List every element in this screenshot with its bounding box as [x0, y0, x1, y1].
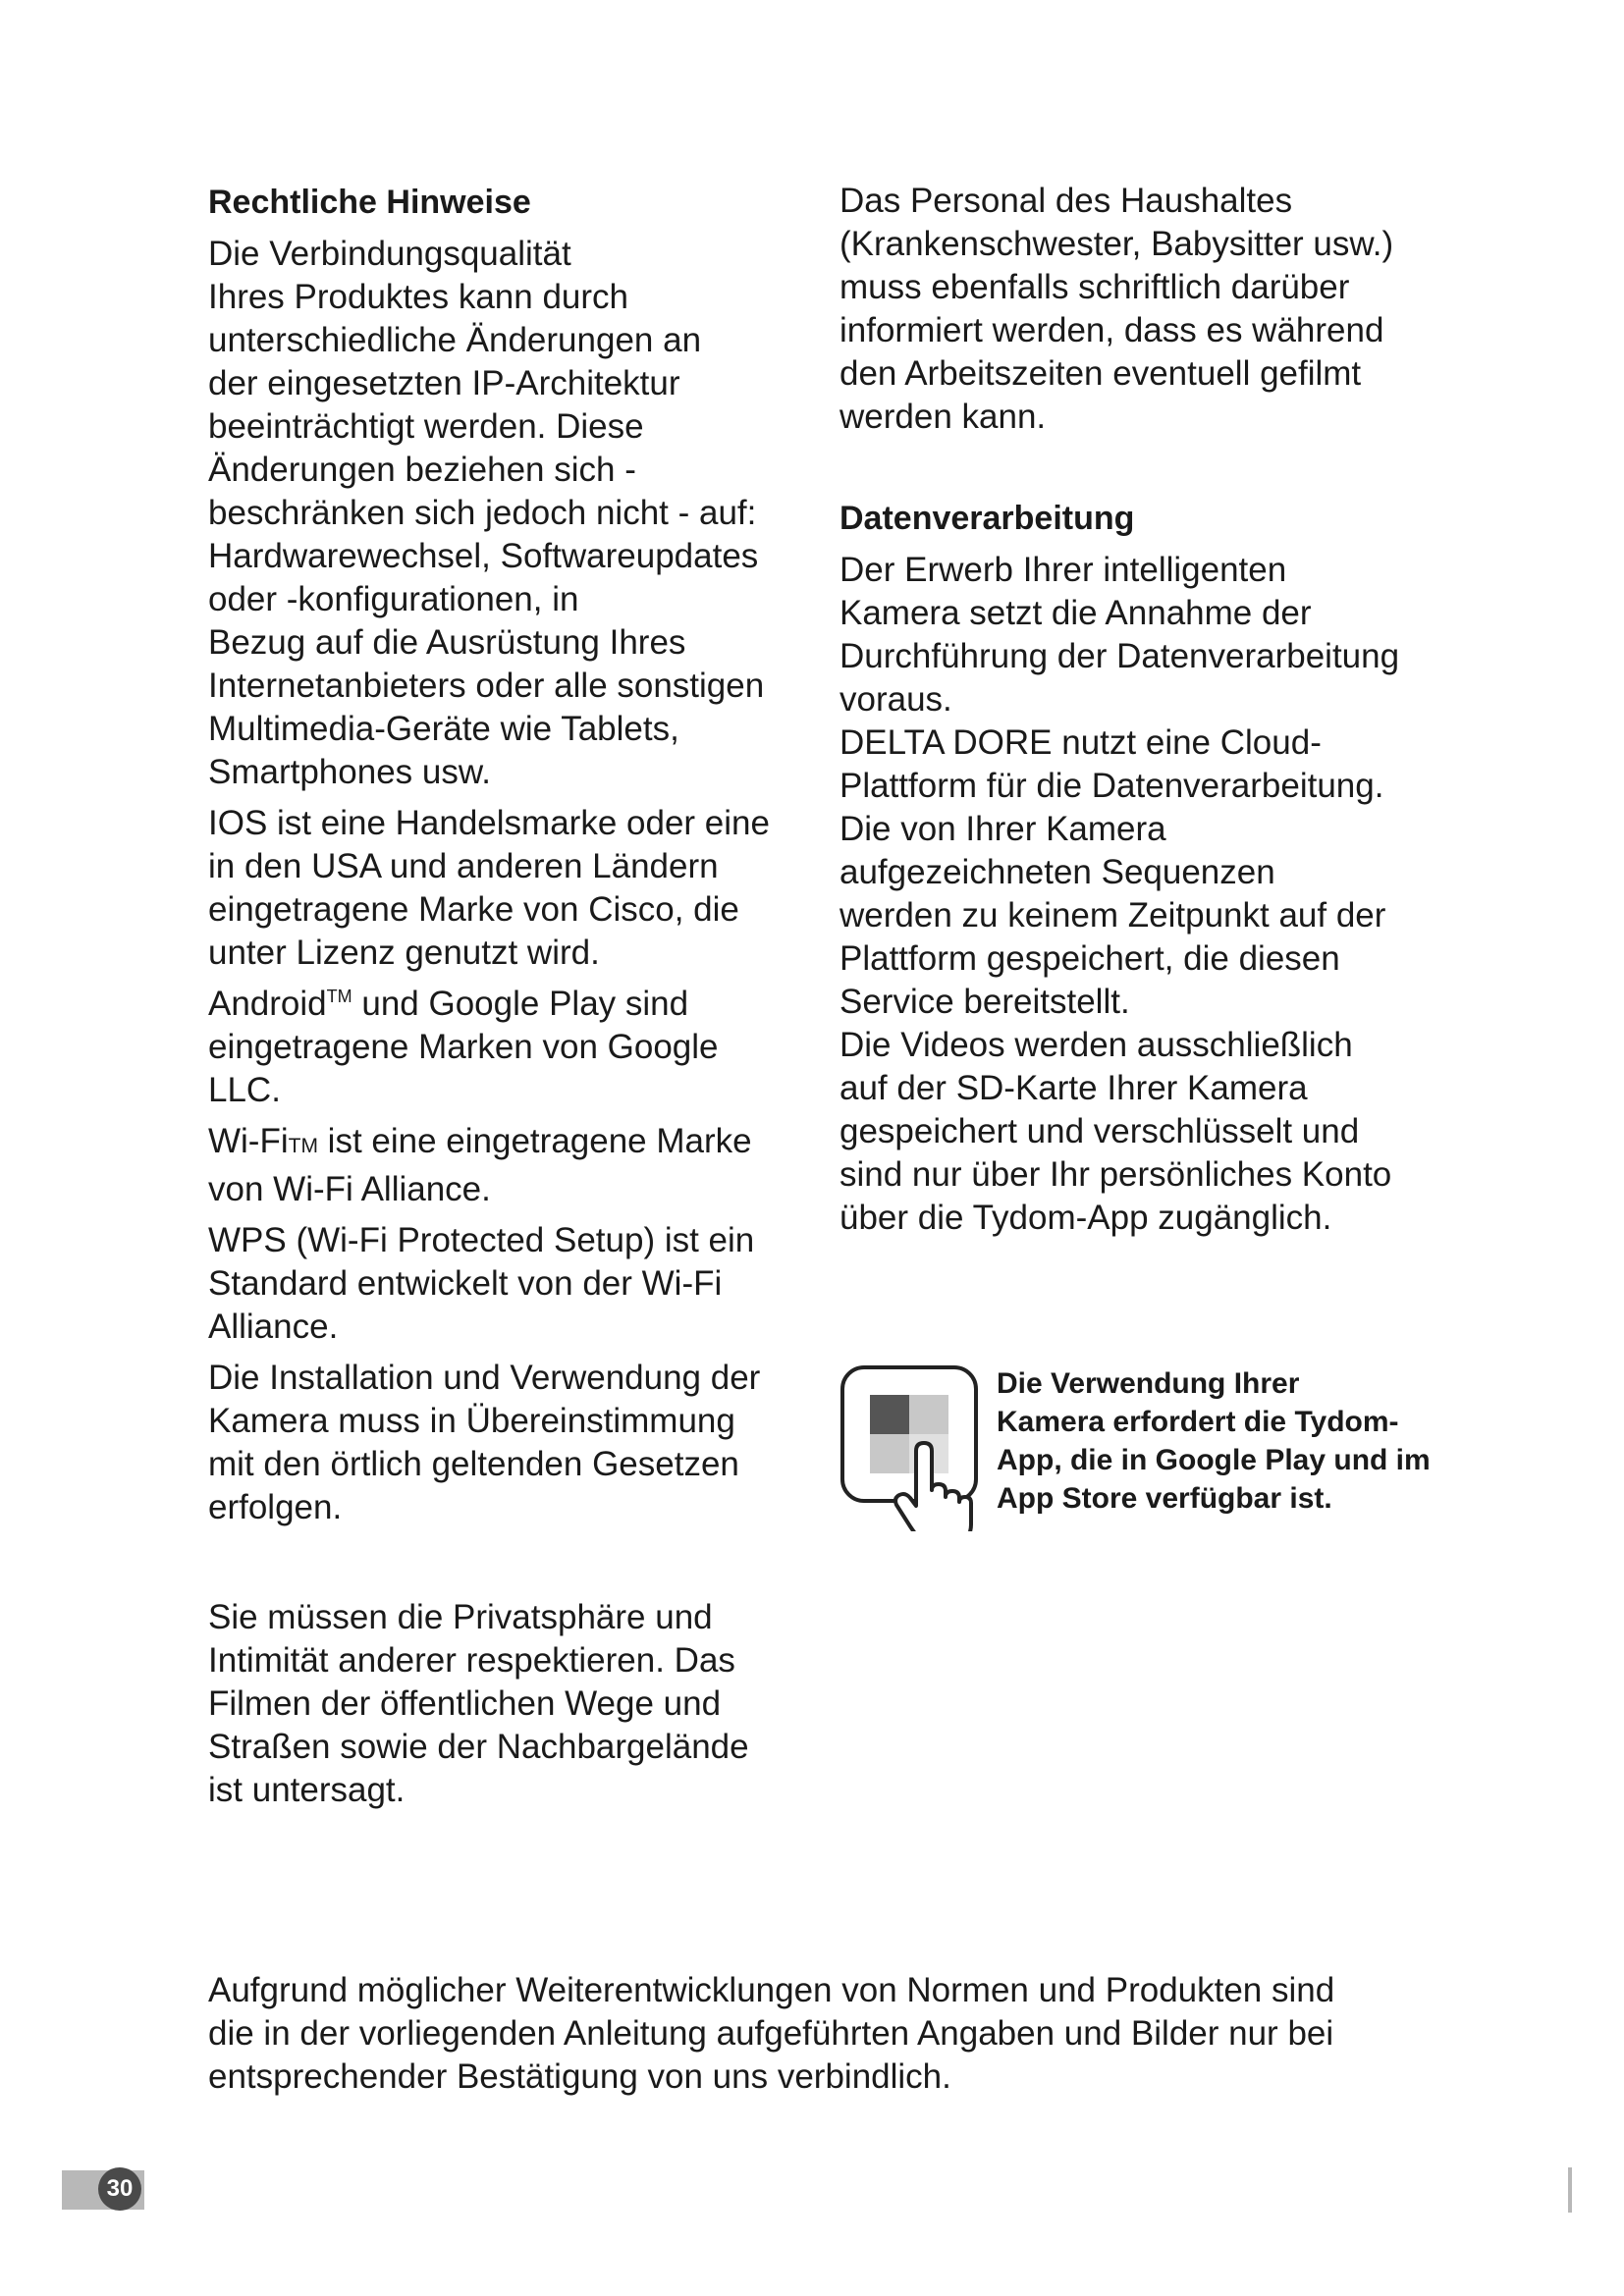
android-trademark-paragraph — [208, 983, 802, 1112]
disclaimer-footer: Aufgrund möglicher Weiterentwicklungen von Normen und Produkten sind die in der vorliegenden Anleitung aufgeführten Angaben und Bilder nur bei entsprechender Bestätigung von uns verbindlich. — [208, 1971, 1335, 2096]
household-staff-paragraph: Das Personal des Haushaltes (Krankenschwester, Babysitter usw.) muss ebenfalls schriftlich darüber informiert werden, dass es während den Arbeitszeiten eventuell gefilmt werden kann. — [839, 182, 1394, 436]
page-edge-mark — [1568, 2167, 1572, 2213]
left-column — [208, 180, 802, 1820]
installation-law-paragraph: Die Installation und Verwendung der Kamera muss in Übereinstimmung mit den örtlich geltenden Gesetzen erfolgen. — [208, 1359, 761, 1526]
privacy-paragraph: Sie müssen die Privatsphäre und Intimität anderer respektieren. Das Filmen der öffentlichen Wege und Straßen sowie der Nachbargelände ist untersagt. — [208, 1598, 749, 1809]
data-processing-acceptance-paragraph: Der Erwerb Ihrer intelligenten Kamera setzt die Annahme der Durchführung der Datenverarbeitung voraus. — [839, 551, 1400, 719]
android-tm-mark: TM — [326, 987, 352, 1006]
touch-app-icon — [839, 1364, 979, 1531]
sd-card-paragraph: Die Videos werden ausschließlich auf der SD-Karte Ihrer Kamera gespeichert und verschlüsselt und sind nur über Ihr persönliches Konto über die Tydom-App zugänglich. — [839, 1026, 1392, 1237]
page-number-badge — [62, 2167, 144, 2211]
cloud-platform-paragraph: DELTA DORE nutzt eine Cloud- Plattform für die Datenverarbeitung. — [839, 723, 1384, 805]
android-text: Android — [208, 985, 327, 1023]
ios-trademark-paragraph: IOS ist eine Handelsmarke oder eine in den USA und anderen Ländern eingetragene Marke von Cisco, die unter Lizenz genutzt wird. — [208, 804, 770, 972]
tydom-app-note-text: Die Verwendung Ihrer Kamera erfordert die Tydom- App, die in Google Play und im App Store verfügbar ist. — [997, 1367, 1431, 1515]
right-column — [839, 180, 1438, 1240]
tydom-app-note — [839, 1364, 1443, 1531]
sequences-storage-paragraph: Die von Ihrer Kamera aufgezeichneten Sequenzen werden zu keinem Zeitpunkt auf der Plattform gespeichert, die diesen Service bereitstellt. — [839, 810, 1386, 1021]
wifi-text: Wi-Fi — [208, 1122, 289, 1160]
legal-notice-heading: Rechtliche Hinweise — [208, 184, 531, 221]
connection-quality-paragraph: Die Verbindungsqualität Ihres Produktes kann durch unterschiedliche Änderungen an der eingesetzten IP-Architektur beeinträchtigt werden. Diese Änderungen beziehen sich - beschränken sich jedoch nicht - auf: Hardwarewechsel, Softwareupdates oder -konfigurationen, in Bezug auf die Ausrüstung Ihres Internetanbieters oder alle sonstigen Multimedia-Geräte wie Tablets, Smartphones usw. — [208, 235, 765, 791]
wps-paragraph: WPS (Wi-Fi Protected Setup) ist ein Standard entwickelt von der Wi-Fi Alliance. — [208, 1221, 755, 1346]
wifi-trademark-paragraph — [208, 1120, 802, 1211]
wifi-text-rest: ist eine eingetragene Marke von Wi-Fi Alliance. — [208, 1122, 752, 1208]
wifi-tm-mark: TM — [288, 1135, 318, 1157]
data-processing-heading: Datenverarbeitung — [839, 500, 1135, 537]
page-number: 30 — [98, 2167, 141, 2211]
android-text-rest: und Google Play sind eingetragene Marken von Google LLC. — [208, 985, 719, 1109]
